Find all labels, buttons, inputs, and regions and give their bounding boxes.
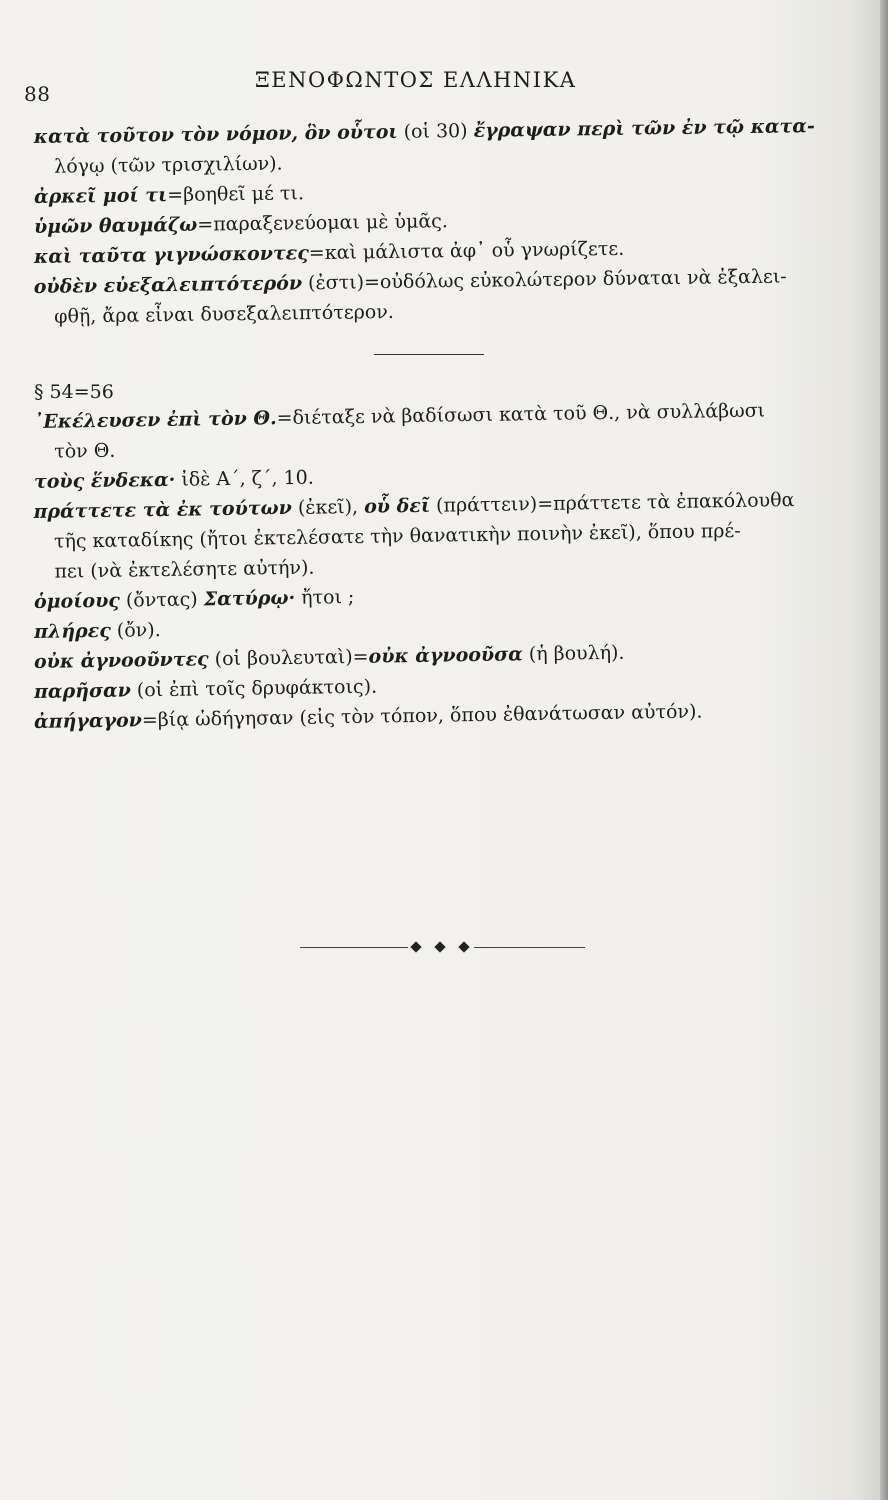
entry-prattete xyxy=(33,484,834,587)
entry-term-2: οὗ δεῖ xyxy=(363,494,431,518)
ornament-diamond-icon xyxy=(458,941,469,952)
entry-text: (ὄν). xyxy=(110,619,161,642)
entry-term: παρῆσαν xyxy=(33,679,131,703)
entry-term: πράττετε τὰ ἐκ τούτων xyxy=(33,496,293,524)
ornament-diamond-icon xyxy=(410,941,421,952)
commentary-body xyxy=(33,115,834,737)
entry-text: ἰδὲ Α΄, ζ΄, 10. xyxy=(175,466,314,491)
entry-term: ὁμοίους xyxy=(33,589,121,613)
entry-term: καὶ ταῦτα γιγνώσκοντες xyxy=(33,242,309,268)
entry-text: (ἐκεῖ), xyxy=(291,495,365,519)
ornament-line-left xyxy=(300,947,408,948)
entry-term-2: ἔγραψαν περὶ τῶν ἐν τῷ κατα- xyxy=(473,115,815,142)
entry-term: τοὺς ἕνδεκα· xyxy=(33,468,176,493)
entry-term-2: Σατύρῳ· xyxy=(203,586,296,611)
entry-term: ὑμῶν θαυμάζω xyxy=(33,213,198,238)
running-title: ΞΕΝΟΦΩΝΤΟΣ ΕΛΛΗΝΙΚΑ xyxy=(255,68,577,92)
entry-text-2: ἤτοι ; xyxy=(294,585,355,609)
entry-term: πλήρες xyxy=(33,619,111,643)
entry-text: =παραξενεύομαι μὲ ὑμᾶς. xyxy=(197,210,449,236)
end-ornament xyxy=(300,940,585,956)
entry-text: (οἱ 30) xyxy=(397,119,474,143)
entry-text: =βοηθεῖ μέ τι. xyxy=(167,182,305,207)
ornament-line-right xyxy=(474,947,585,948)
entry-text-2: (πράττειν)=πράττετε τὰ ἐπακόλουθα xyxy=(429,489,795,517)
section-reference: § 54=56 xyxy=(34,381,114,403)
entry-text-2: (ἡ βουλή). xyxy=(522,641,625,666)
entry-term: ἀρκεῖ μοί τι xyxy=(33,184,168,208)
page-edge-shadow xyxy=(880,0,888,1500)
entry-kata-touton xyxy=(34,111,835,182)
entry-text: =διέταξε νὰ βαδίσωσι κατὰ τοῦ Θ., νὰ συλλάβωσι xyxy=(276,399,766,430)
entry-term: οὐκ ἀγνοοῦντες xyxy=(33,648,209,673)
entry-text: (ἐστι)=οὐδόλως εὐκολώτερον δύναται νὰ ἐξαλει- xyxy=(301,265,787,295)
entry-continuation: τῆς καταδίκης (ἤτοι ἐκτελέσατε τὴν θανατικὴν ποινὴν ἐκεῖ), ὅπου πρέ- xyxy=(53,519,741,553)
entry-text: (οἱ βουλευταὶ)= xyxy=(208,645,369,671)
page-header xyxy=(0,66,888,106)
entry-ouden xyxy=(34,261,835,332)
page-number: 88 xyxy=(24,82,51,106)
entry-text: =καὶ μάλιστα ἀφ᾽ οὗ γνωρίζετε. xyxy=(308,237,625,265)
ornament-diamond-icon xyxy=(434,941,445,952)
entry-continuation-2: πει (νὰ ἐκτελέσητε αὐτήν). xyxy=(54,556,315,583)
entry-term-2: οὐκ ἀγνοοῦσα xyxy=(368,643,523,668)
entry-text: (οἱ ἐπὶ τοῖς δρυφάκτοις). xyxy=(130,675,378,702)
entry-text: (ὄντας) xyxy=(119,588,204,612)
entry-continuation: φθῇ, ἄρα εἶναι δυσεξαλειπτότερον. xyxy=(54,300,394,328)
entry-text: =βίᾳ ὡδήγησαν (εἰς τὸν τόπον, ὅπου ἐθανάτωσαν αὐτόν). xyxy=(141,700,703,732)
entry-term: κατὰ τοῦτον τὸν νόμον, ὃν οὗτοι xyxy=(33,120,398,149)
entry-term: οὐδὲν εὐεξαλειπτότερόν xyxy=(33,272,303,299)
entry-continuation: λόγῳ (τῶν τρισχιλίων). xyxy=(54,152,283,178)
entry-term: ᾽Εκέλευσεν ἐπὶ τὸν Θ. xyxy=(33,407,277,434)
entry-continuation: τὸν Θ. xyxy=(54,439,116,463)
section-divider xyxy=(374,354,484,355)
entry-term: ἀπήγαγον xyxy=(33,709,143,733)
